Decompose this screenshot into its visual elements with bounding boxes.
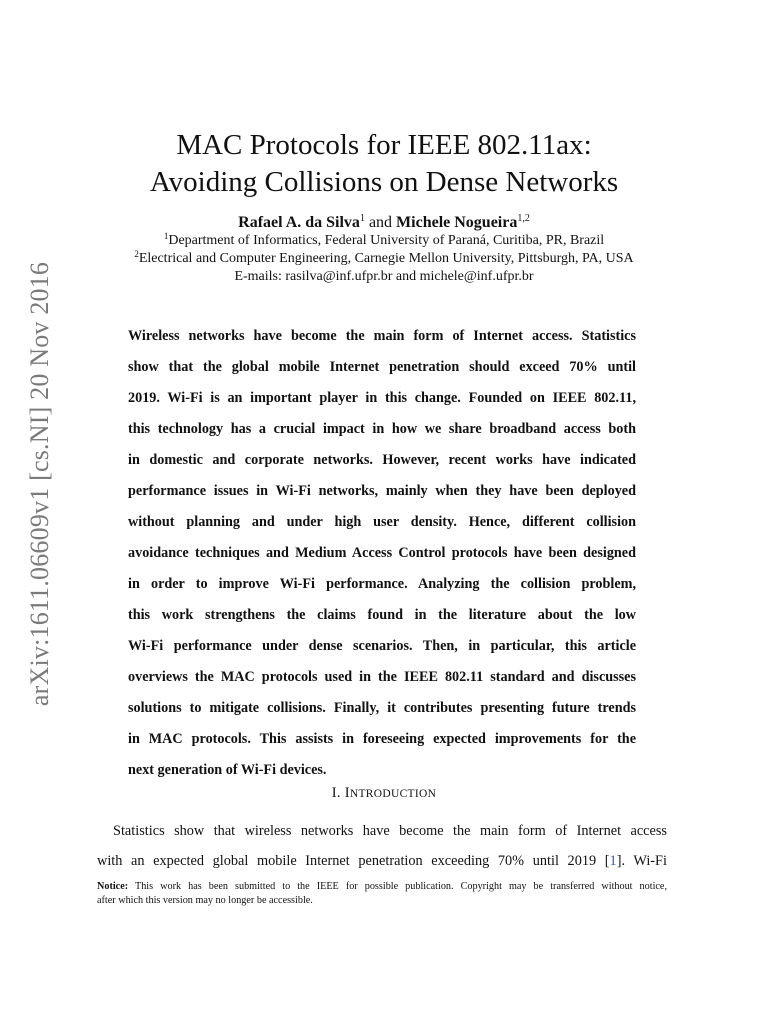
abstract-line: solutions to mitigate collisions. Finally, it contributes presenting future trends — [128, 700, 636, 716]
abstract-line: overviews the MAC protocols used in the IEEE 802.11 standard and discusses — [128, 669, 636, 685]
author-list — [84, 212, 684, 233]
author-2-affiliation-mark: 1,2 — [517, 213, 530, 224]
abstract-line: 2019. Wi-Fi is an important player in this change. Founded on IEEE 802.11, — [128, 390, 636, 406]
introduction-body — [97, 816, 667, 876]
affiliation-2-mark: 2 — [134, 249, 139, 259]
body-line-2 — [97, 846, 667, 876]
affiliation-2-text: Electrical and Computer Engineering, Carnegie Mellon University, Pittsburgh, PA, USA — [138, 251, 634, 266]
abstract-line: Wireless networks have become the main form of Internet access. Statistics — [128, 328, 636, 344]
notice-line-1 — [97, 880, 667, 894]
notice-line-2: after which this version may no longer be accessible. — [97, 894, 313, 906]
notice-label: Notice: — [97, 881, 129, 892]
author-1-affiliation-mark: 1 — [359, 213, 365, 224]
abstract-line: without planning and under high user density. Hence, different collision — [128, 514, 636, 530]
copyright-notice — [97, 880, 667, 907]
abstract-line: in MAC protocols. This assists in foreseeing expected improvements for the — [128, 731, 636, 747]
citation-link-1[interactable]: 1 — [609, 853, 617, 869]
body-line-1: Statistics show that wireless networks have become the main form of Internet access — [113, 823, 667, 839]
abstract-line: this technology has a crucial impact in how we share broadband access both — [128, 421, 636, 437]
abstract-line: Wi-Fi performance under dense scenarios. Then, in particular, this article — [128, 638, 636, 654]
section-title-rest: NTRODUCTION — [349, 788, 437, 800]
notice-text-1: This work has been submitted to the IEEE for possible publication. Copyright may be transferred without notice, — [128, 881, 667, 892]
paper-title-line-1: MAC Protocols for IEEE 802.11ax: — [176, 129, 592, 161]
abstract — [128, 321, 636, 786]
section-heading-introduction — [84, 785, 684, 802]
paper-title-line-2: Avoiding Collisions on Dense Networks — [149, 166, 619, 198]
body-line-2-pre: with an expected global mobile Internet penetration exceeding 70% until 2019 [ — [97, 853, 610, 869]
section-title-initial: I — [344, 785, 350, 801]
abstract-line: next generation of Wi-Fi devices. — [128, 762, 327, 778]
abstract-line: in order to improve Wi-Fi performance. Analyzing the collision problem, — [128, 576, 636, 592]
body-line-2-post: ]. Wi-Fi — [616, 853, 667, 869]
abstract-line: in domestic and corporate networks. However, recent works have indicated — [128, 452, 636, 468]
affiliation-2 — [84, 250, 684, 268]
author-emails — [84, 268, 684, 286]
author-name-1: Rafael A. da Silva — [238, 214, 360, 231]
abstract-line: performance issues in Wi-Fi networks, mainly when they have been deployed — [128, 483, 636, 499]
abstract-line: show that the global mobile Internet penetration should exceed 70% until — [128, 359, 636, 375]
abstract-line: this work strengthens the claims found in the literature about the low — [128, 607, 636, 623]
author-name-2: Michele Nogueira — [396, 214, 518, 231]
affiliation-1-text: Department of Informatics, Federal University of Paraná, Curitiba, PR, Brazil — [168, 233, 605, 248]
affiliation-1-mark: 1 — [163, 231, 169, 241]
section-number: I. — [331, 785, 345, 801]
arxiv-identifier-stamp: arXiv:1611.06609v1 [cs.NI] 20 Nov 2016 — [25, 261, 54, 707]
author-conjunction: and — [364, 214, 397, 231]
affiliation-1 — [84, 232, 684, 250]
abstract-line: avoidance techniques and Medium Access Control protocols have been designed — [128, 545, 636, 561]
emails-text: E-mails: rasilva@inf.ufpr.br and michele@inf.ufpr.br — [234, 269, 534, 284]
paper-title — [84, 127, 684, 201]
